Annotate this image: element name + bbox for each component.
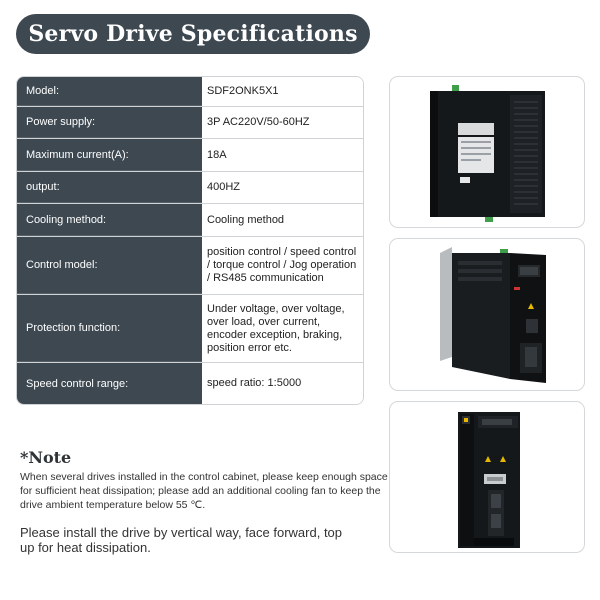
spec-label: output: — [17, 172, 202, 203]
spec-row-control-model — [17, 237, 363, 295]
spec-label: Speed control range: — [17, 363, 202, 404]
spec-value: Cooling method — [202, 204, 363, 236]
spec-row-output — [17, 172, 363, 204]
spec-label: Control model: — [17, 237, 202, 294]
spec-value: speed ratio: 1:5000 — [202, 363, 363, 404]
spec-value: SDF2ONK5X1 — [202, 77, 363, 106]
spec-row-cooling-method — [17, 204, 363, 237]
note-heading: *Note — [20, 448, 72, 467]
servo-drive-side-image — [390, 77, 585, 228]
spec-label: Power supply: — [17, 107, 202, 138]
spec-row-speed-control-range — [17, 363, 363, 404]
spec-label: Protection function: — [17, 295, 202, 362]
install-note: Please install the drive by vertical way, face forward, top up for heat dissipation. — [20, 525, 343, 555]
spec-row-model — [17, 77, 363, 107]
servo-drive-angled-image — [390, 239, 585, 391]
spec-row-protection-function — [17, 295, 363, 363]
product-photo-front — [389, 401, 585, 553]
spec-value: 18A — [202, 139, 363, 171]
product-photo-side — [389, 76, 585, 228]
spec-value: 400HZ — [202, 172, 363, 203]
spec-label: Model: — [17, 77, 202, 106]
servo-drive-front-image — [390, 402, 585, 553]
spec-value: Under voltage, over voltage, over load, over current, encoder exception, braking, position error etc. — [202, 295, 363, 362]
spec-label: Cooling method: — [17, 204, 202, 236]
page-title: Servo Drive Specifications — [16, 14, 370, 54]
spec-table — [16, 76, 364, 405]
spec-value: 3P AC220V/50-60HZ — [202, 107, 363, 138]
note-body: When several drives installed in the control cabinet, please keep enough space for sufficient heat dissipation; please add an additional cooling fan to keep the drive ambient temperature below 55 ℃. — [20, 471, 388, 511]
spec-value: position control / speed control / torque control / Jog operation / RS485 communication — [202, 237, 363, 294]
spec-row-maximum-current — [17, 139, 363, 172]
spec-label: Maximum current(A): — [17, 139, 202, 171]
product-photo-angled — [389, 238, 585, 391]
spec-row-power-supply — [17, 107, 363, 139]
